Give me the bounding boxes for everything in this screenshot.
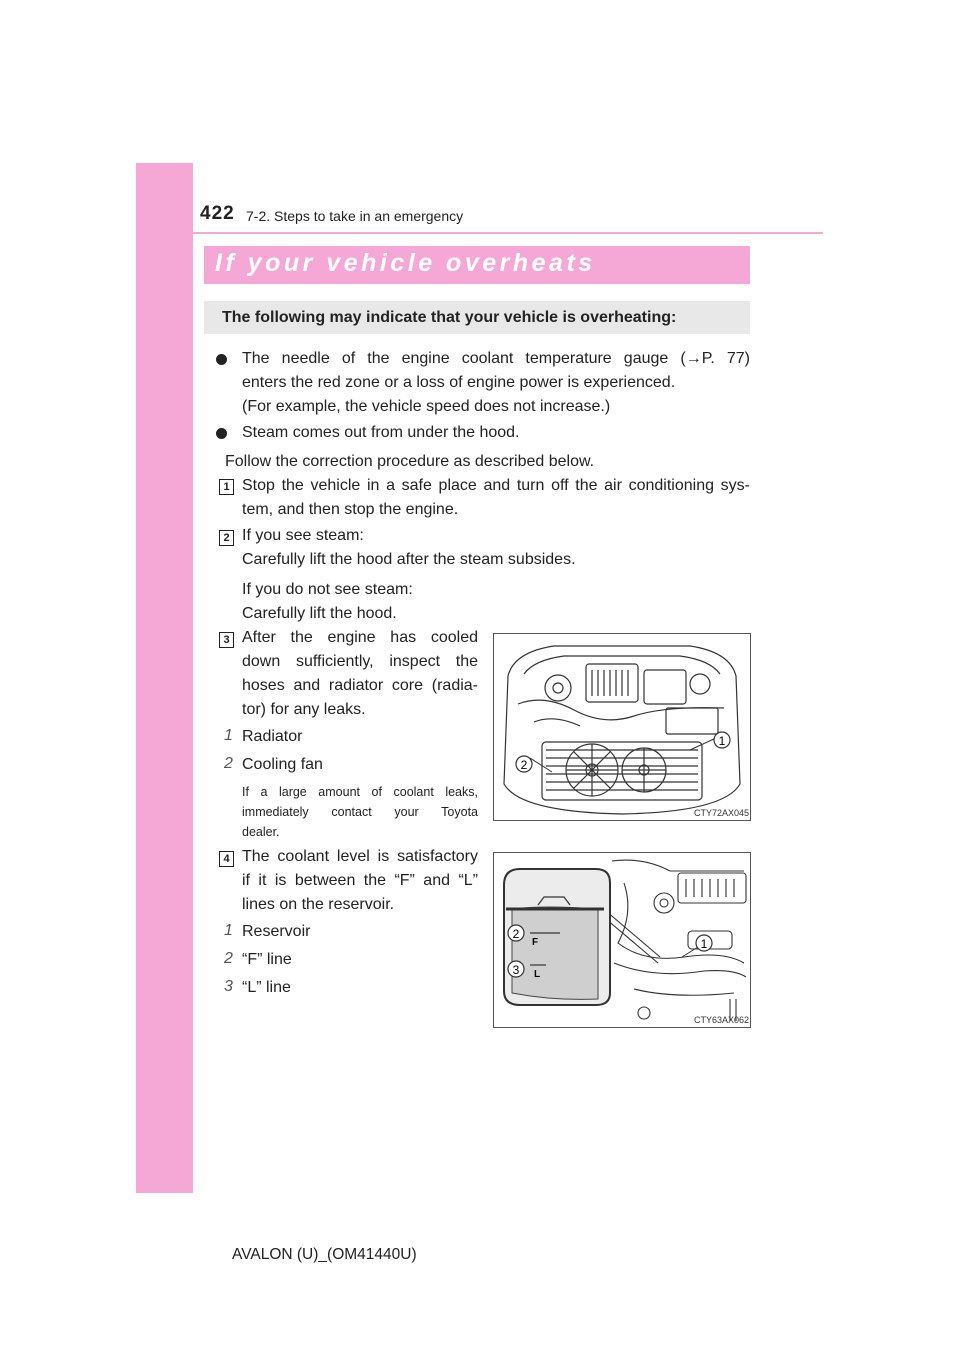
item-number: 1 bbox=[224, 727, 233, 744]
figure-callout: 1 bbox=[718, 734, 726, 748]
intro-text: Follow the correction procedure as described below. bbox=[225, 453, 595, 470]
step-text: if it is between the “F” and “L” bbox=[242, 872, 478, 889]
figure-code: CTY72AX045 bbox=[694, 808, 750, 818]
step-text: lines on the reservoir. bbox=[242, 896, 395, 913]
item-label: “F” line bbox=[242, 951, 292, 968]
step-text: After the engine has cooled bbox=[242, 629, 478, 646]
section-title: 7-2. Steps to take in an emergency bbox=[246, 208, 464, 224]
reservoir-figure bbox=[493, 852, 751, 1028]
item-label: Reservoir bbox=[242, 923, 311, 940]
subheading: The following may indicate that your vehicle is overheating: bbox=[222, 309, 677, 326]
item-number: 2 bbox=[224, 755, 233, 772]
page-title: If your vehicle overheats bbox=[215, 249, 596, 277]
step-text: tem, and then stop the engine. bbox=[242, 501, 459, 518]
f-line-mark: F bbox=[532, 937, 539, 948]
bullet-text: The needle of the engine coolant temperature gauge (→P. 77) bbox=[242, 350, 750, 367]
note-text: If a large amount of coolant leaks, bbox=[242, 785, 478, 799]
step-number-badge: 3 bbox=[219, 632, 234, 648]
engine-bay-illustration bbox=[494, 634, 750, 820]
bullet-dot bbox=[216, 428, 227, 439]
step-text: Carefully lift the hood after the steam subsides. bbox=[242, 551, 576, 568]
step-text: If you do not see steam: bbox=[242, 581, 413, 598]
bullet-text: (For example, the vehicle speed does not increase.) bbox=[242, 398, 611, 415]
step-text: Stop the vehicle in a safe place and turn off the air conditioning sys- bbox=[242, 477, 750, 494]
step-number-badge: 4 bbox=[219, 851, 234, 867]
title-bar bbox=[204, 246, 750, 284]
bullet-dot bbox=[216, 354, 227, 365]
figure-callout: 2 bbox=[520, 758, 528, 772]
step-number-badge: 2 bbox=[219, 530, 234, 546]
header-rule bbox=[193, 232, 823, 234]
footer-model: AVALON (U)_(OM41440U) bbox=[232, 1246, 417, 1263]
step-number-badge: 1 bbox=[219, 479, 234, 495]
step-text: The coolant level is satisfactory bbox=[242, 848, 478, 865]
step-text: down sufficiently, inspect the bbox=[242, 653, 478, 670]
item-number: 3 bbox=[224, 978, 233, 995]
figure-callout: 2 bbox=[512, 927, 520, 941]
note-text: dealer. bbox=[242, 825, 280, 839]
figure-callout: 1 bbox=[700, 937, 708, 951]
side-tab bbox=[136, 163, 193, 1193]
l-line-mark: L bbox=[534, 969, 541, 980]
item-number: 2 bbox=[224, 950, 233, 967]
page-number: 422 bbox=[200, 203, 235, 224]
step-text: hoses and radiator core (radia- bbox=[242, 677, 478, 694]
figure-code: CTY63AX062 bbox=[694, 1015, 750, 1025]
bullet-text: Steam comes out from under the hood. bbox=[242, 424, 520, 441]
step-text: If you see steam: bbox=[242, 527, 364, 544]
step-text: tor) for any leaks. bbox=[242, 701, 366, 718]
item-label: Radiator bbox=[242, 728, 303, 745]
note-text: immediately contact your Toyota bbox=[242, 805, 478, 819]
item-label: Cooling fan bbox=[242, 756, 323, 773]
figure-callout: 3 bbox=[512, 963, 520, 977]
subheading-box bbox=[204, 301, 750, 334]
engine-bay-figure bbox=[493, 633, 751, 821]
bullet-text: enters the red zone or a loss of engine power is experienced. bbox=[242, 374, 676, 391]
step-text: Carefully lift the hood. bbox=[242, 605, 397, 622]
reservoir-illustration bbox=[494, 853, 750, 1027]
item-number: 1 bbox=[224, 922, 233, 939]
item-label: “L” line bbox=[242, 979, 291, 996]
